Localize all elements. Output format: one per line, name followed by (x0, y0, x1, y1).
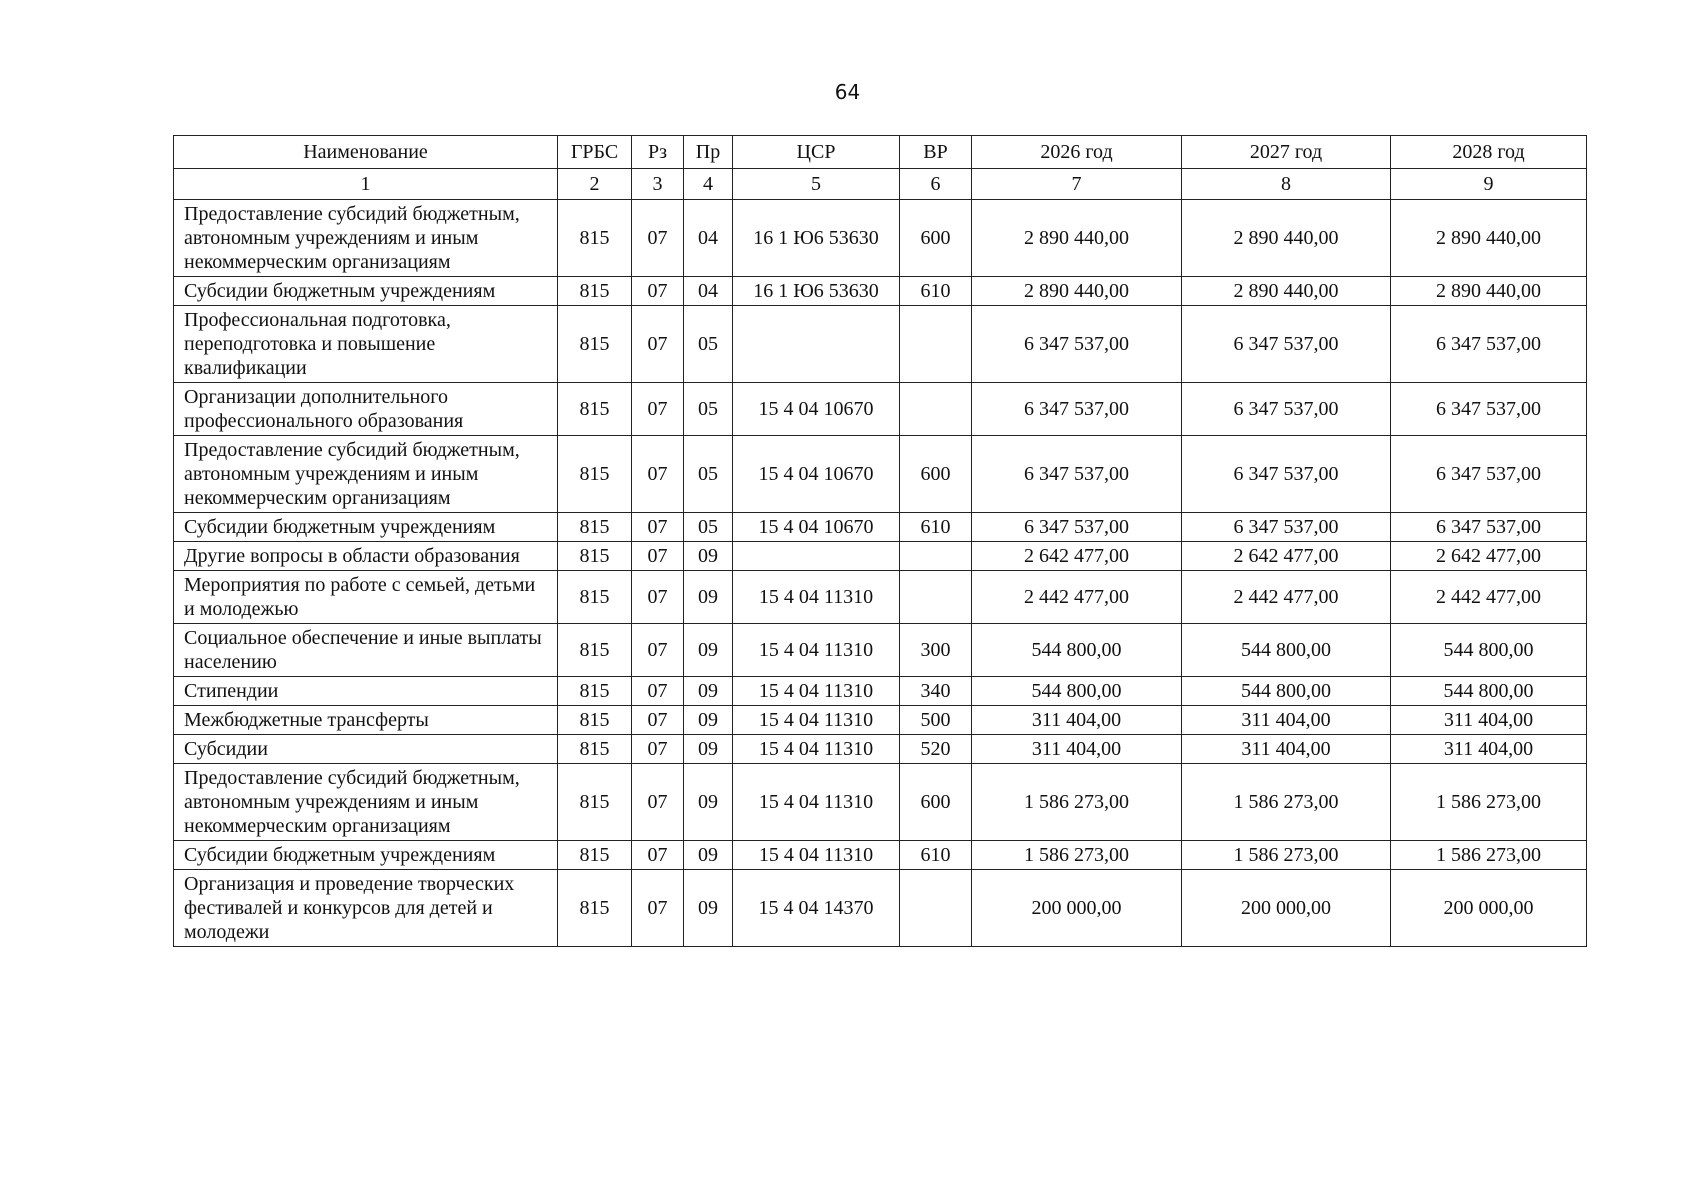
table-row (174, 870, 1587, 947)
amount-2028-cell: 200 000,00 (1391, 870, 1587, 947)
header-vr: ВР (900, 136, 972, 169)
table-row (174, 200, 1587, 277)
csr-cell: 15 4 04 11310 (733, 706, 900, 735)
grbs-cell: 815 (558, 383, 632, 436)
grbs-cell: 815 (558, 542, 632, 571)
amount-2028-cell: 2 642 477,00 (1391, 542, 1587, 571)
budget-table (173, 135, 1587, 947)
amount-2028-cell: 2 442 477,00 (1391, 571, 1587, 624)
column-number: 9 (1391, 169, 1587, 200)
vr-cell: 340 (900, 677, 972, 706)
row-name-cell: Стипендии (174, 677, 558, 706)
vr-cell: 610 (900, 277, 972, 306)
amount-2026-cell: 2 890 440,00 (972, 200, 1182, 277)
rz-cell: 07 (632, 277, 684, 306)
rz-cell: 07 (632, 841, 684, 870)
row-name-cell: Социальное обеспечение и иные выплаты населению (174, 624, 558, 677)
amount-2027-cell: 6 347 537,00 (1182, 436, 1391, 513)
rz-cell: 07 (632, 306, 684, 383)
amount-2026-cell: 2 890 440,00 (972, 277, 1182, 306)
amount-2027-cell: 2 642 477,00 (1182, 542, 1391, 571)
pr-cell: 09 (684, 870, 733, 947)
row-name-cell: Профессиональная подготовка, переподготовка и повышение квалификации (174, 306, 558, 383)
row-name-cell: Субсидии бюджетным учреждениям (174, 513, 558, 542)
header-grbs: ГРБС (558, 136, 632, 169)
table-row (174, 571, 1587, 624)
amount-2027-cell: 544 800,00 (1182, 624, 1391, 677)
pr-cell: 05 (684, 513, 733, 542)
amount-2027-cell: 311 404,00 (1182, 706, 1391, 735)
amount-2028-cell: 6 347 537,00 (1391, 306, 1587, 383)
grbs-cell: 815 (558, 306, 632, 383)
vr-cell: 500 (900, 706, 972, 735)
column-number: 6 (900, 169, 972, 200)
rz-cell: 07 (632, 870, 684, 947)
table-row (174, 677, 1587, 706)
csr-cell: 16 1 Ю6 53630 (733, 200, 900, 277)
rz-cell: 07 (632, 735, 684, 764)
header-year-2027: 2027 год (1182, 136, 1391, 169)
rz-cell: 07 (632, 513, 684, 542)
vr-cell: 600 (900, 764, 972, 841)
table-row (174, 764, 1587, 841)
rz-cell: 07 (632, 624, 684, 677)
amount-2026-cell: 2 442 477,00 (972, 571, 1182, 624)
table-row (174, 383, 1587, 436)
vr-cell: 300 (900, 624, 972, 677)
amount-2028-cell: 311 404,00 (1391, 735, 1587, 764)
amount-2027-cell: 6 347 537,00 (1182, 383, 1391, 436)
amount-2026-cell: 1 586 273,00 (972, 841, 1182, 870)
row-name-cell: Предоставление субсидий бюджетным, автономным учреждениям и иным некоммерческим организациям (174, 436, 558, 513)
rz-cell: 07 (632, 542, 684, 571)
grbs-cell: 815 (558, 624, 632, 677)
row-name-cell: Предоставление субсидий бюджетным, автономным учреждениям и иным некоммерческим организациям (174, 764, 558, 841)
pr-cell: 09 (684, 677, 733, 706)
pr-cell: 05 (684, 306, 733, 383)
vr-cell: 610 (900, 513, 972, 542)
amount-2027-cell: 311 404,00 (1182, 735, 1391, 764)
table-row (174, 624, 1587, 677)
vr-cell: 600 (900, 436, 972, 513)
row-name-cell: Мероприятия по работе с семьей, детьми и молодежью (174, 571, 558, 624)
vr-cell: 610 (900, 841, 972, 870)
amount-2027-cell: 6 347 537,00 (1182, 513, 1391, 542)
page-number: 64 (834, 80, 861, 104)
pr-cell: 09 (684, 841, 733, 870)
csr-cell: 15 4 04 11310 (733, 841, 900, 870)
grbs-cell: 815 (558, 706, 632, 735)
vr-cell (900, 542, 972, 571)
column-number: 4 (684, 169, 733, 200)
header-rz: Рз (632, 136, 684, 169)
row-name-cell: Межбюджетные трансферты (174, 706, 558, 735)
header-name: Наименование (174, 136, 558, 169)
amount-2026-cell: 200 000,00 (972, 870, 1182, 947)
amount-2028-cell: 311 404,00 (1391, 706, 1587, 735)
row-name-cell: Субсидии бюджетным учреждениям (174, 277, 558, 306)
table-row (174, 277, 1587, 306)
table-row (174, 513, 1587, 542)
pr-cell: 09 (684, 624, 733, 677)
csr-cell: 15 4 04 10670 (733, 513, 900, 542)
row-name-cell: Субсидии (174, 735, 558, 764)
vr-cell (900, 870, 972, 947)
amount-2027-cell: 2 890 440,00 (1182, 277, 1391, 306)
table-row (174, 306, 1587, 383)
amount-2027-cell: 200 000,00 (1182, 870, 1391, 947)
rz-cell: 07 (632, 571, 684, 624)
grbs-cell: 815 (558, 513, 632, 542)
grbs-cell: 815 (558, 677, 632, 706)
csr-cell: 15 4 04 11310 (733, 624, 900, 677)
grbs-cell: 815 (558, 841, 632, 870)
pr-cell: 09 (684, 706, 733, 735)
amount-2028-cell: 544 800,00 (1391, 624, 1587, 677)
amount-2026-cell: 6 347 537,00 (972, 436, 1182, 513)
csr-cell: 15 4 04 10670 (733, 436, 900, 513)
row-name-cell: Субсидии бюджетным учреждениям (174, 841, 558, 870)
amount-2027-cell: 1 586 273,00 (1182, 841, 1391, 870)
grbs-cell: 815 (558, 764, 632, 841)
table-row (174, 436, 1587, 513)
header-row (174, 136, 1587, 169)
csr-cell (733, 306, 900, 383)
pr-cell: 04 (684, 277, 733, 306)
pr-cell: 09 (684, 764, 733, 841)
amount-2026-cell: 311 404,00 (972, 706, 1182, 735)
amount-2026-cell: 6 347 537,00 (972, 383, 1182, 436)
amount-2028-cell: 2 890 440,00 (1391, 277, 1587, 306)
vr-cell (900, 571, 972, 624)
column-number: 5 (733, 169, 900, 200)
column-number-row (174, 169, 1587, 200)
column-number: 1 (174, 169, 558, 200)
table-body (174, 200, 1587, 947)
csr-cell (733, 542, 900, 571)
header-pr: Пр (684, 136, 733, 169)
header-year-2028: 2028 год (1391, 136, 1587, 169)
amount-2028-cell: 6 347 537,00 (1391, 513, 1587, 542)
csr-cell: 15 4 04 14370 (733, 870, 900, 947)
amount-2028-cell: 6 347 537,00 (1391, 383, 1587, 436)
amount-2028-cell: 544 800,00 (1391, 677, 1587, 706)
amount-2027-cell: 6 347 537,00 (1182, 306, 1391, 383)
grbs-cell: 815 (558, 735, 632, 764)
row-name-cell: Другие вопросы в области образования (174, 542, 558, 571)
amount-2028-cell: 1 586 273,00 (1391, 841, 1587, 870)
csr-cell: 15 4 04 11310 (733, 735, 900, 764)
grbs-cell: 815 (558, 277, 632, 306)
table-row (174, 542, 1587, 571)
rz-cell: 07 (632, 677, 684, 706)
amount-2026-cell: 544 800,00 (972, 677, 1182, 706)
grbs-cell: 815 (558, 200, 632, 277)
column-number: 8 (1182, 169, 1391, 200)
csr-cell: 15 4 04 11310 (733, 571, 900, 624)
row-name-cell: Предоставление субсидий бюджетным, автономным учреждениям и иным некоммерческим организациям (174, 200, 558, 277)
grbs-cell: 815 (558, 870, 632, 947)
grbs-cell: 815 (558, 436, 632, 513)
column-number: 2 (558, 169, 632, 200)
amount-2026-cell: 1 586 273,00 (972, 764, 1182, 841)
column-number: 7 (972, 169, 1182, 200)
pr-cell: 05 (684, 436, 733, 513)
csr-cell: 15 4 04 11310 (733, 677, 900, 706)
amount-2026-cell: 311 404,00 (972, 735, 1182, 764)
header-csr: ЦСР (733, 136, 900, 169)
rz-cell: 07 (632, 764, 684, 841)
amount-2028-cell: 2 890 440,00 (1391, 200, 1587, 277)
rz-cell: 07 (632, 706, 684, 735)
amount-2027-cell: 2 890 440,00 (1182, 200, 1391, 277)
rz-cell: 07 (632, 200, 684, 277)
csr-cell: 15 4 04 11310 (733, 764, 900, 841)
amount-2026-cell: 2 642 477,00 (972, 542, 1182, 571)
table-row (174, 841, 1587, 870)
pr-cell: 05 (684, 383, 733, 436)
amount-2026-cell: 544 800,00 (972, 624, 1182, 677)
amount-2028-cell: 6 347 537,00 (1391, 436, 1587, 513)
rz-cell: 07 (632, 436, 684, 513)
amount-2028-cell: 1 586 273,00 (1391, 764, 1587, 841)
pr-cell: 09 (684, 735, 733, 764)
grbs-cell: 815 (558, 571, 632, 624)
header-year-2026: 2026 год (972, 136, 1182, 169)
column-number: 3 (632, 169, 684, 200)
rz-cell: 07 (632, 383, 684, 436)
table-row (174, 706, 1587, 735)
csr-cell: 16 1 Ю6 53630 (733, 277, 900, 306)
row-name-cell: Организации дополнительного профессионального образования (174, 383, 558, 436)
amount-2027-cell: 2 442 477,00 (1182, 571, 1391, 624)
table-row (174, 735, 1587, 764)
vr-cell (900, 306, 972, 383)
vr-cell (900, 383, 972, 436)
amount-2026-cell: 6 347 537,00 (972, 513, 1182, 542)
vr-cell: 600 (900, 200, 972, 277)
amount-2027-cell: 1 586 273,00 (1182, 764, 1391, 841)
pr-cell: 04 (684, 200, 733, 277)
amount-2026-cell: 6 347 537,00 (972, 306, 1182, 383)
vr-cell: 520 (900, 735, 972, 764)
amount-2027-cell: 544 800,00 (1182, 677, 1391, 706)
row-name-cell: Организация и проведение творческих фестивалей и конкурсов для детей и молодежи (174, 870, 558, 947)
csr-cell: 15 4 04 10670 (733, 383, 900, 436)
pr-cell: 09 (684, 542, 733, 571)
pr-cell: 09 (684, 571, 733, 624)
